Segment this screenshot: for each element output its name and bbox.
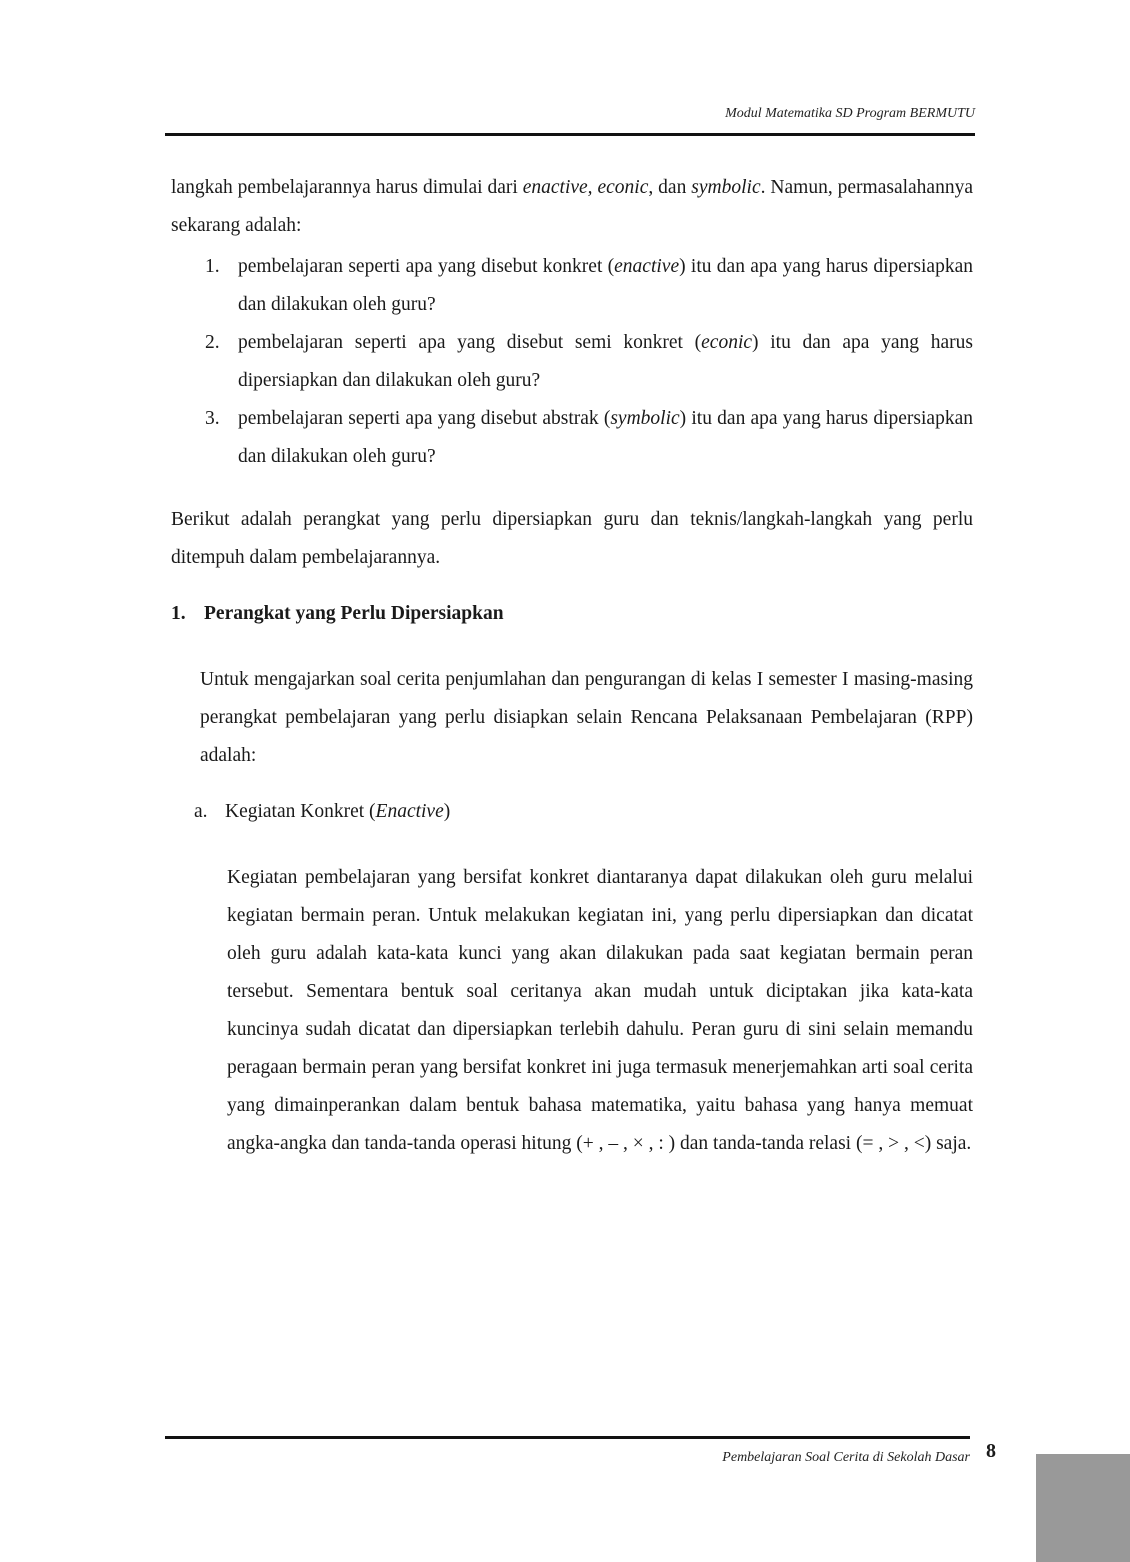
intro-text-1: langkah pembelajarannya harus dimulai dari bbox=[171, 177, 523, 198]
question-text-pre: pembelajaran seperti apa yang disebut konkret ( bbox=[238, 256, 615, 277]
section-intro-paragraph: Untuk mengajarkan soal cerita penjumlahan dan pengurangan di kelas I semester I masing-masing perangkat pembelajaran yang perlu disiapkan selain Rencana Pelaksanaan Pembelajaran (RPP) adalah: bbox=[200, 669, 973, 766]
subsection-title-term: Enactive bbox=[375, 801, 444, 822]
section-heading bbox=[171, 603, 504, 625]
subsection-title-pre: Kegiatan Konkret ( bbox=[225, 801, 376, 822]
section-number: 1. bbox=[171, 603, 186, 624]
subsection-number: a. bbox=[194, 801, 208, 822]
question-item-1 bbox=[205, 248, 973, 324]
question-term: enactive bbox=[614, 256, 680, 277]
question-number: 1. bbox=[205, 256, 220, 277]
subsection-heading bbox=[194, 801, 450, 823]
question-text-post: ) itu dan apa yang harus dipersiapkan dan dilakukan oleh guru? bbox=[238, 332, 974, 391]
question-text-post: ) itu dan apa yang harus dipersiapkan dan dilakukan oleh guru? bbox=[238, 408, 973, 467]
question-text-pre: pembelajaran seperti apa yang disebut semi konkret ( bbox=[238, 332, 702, 353]
intro-paragraph bbox=[171, 169, 973, 245]
intro-text-3: . Namun, permasalahannya sekarang adalah: bbox=[171, 177, 973, 236]
subsection-title-post: ) bbox=[443, 801, 451, 822]
intro-emphasis-1: enactive, econic bbox=[522, 177, 649, 198]
question-text bbox=[238, 248, 973, 324]
header-rule bbox=[165, 133, 975, 136]
question-number: 2. bbox=[205, 332, 220, 353]
subsection-body-paragraph: Kegiatan pembelajaran yang bersifat konkret diantaranya dapat dilakukan oleh guru melalui kegiatan bermain peran. Untuk melakukan kegiatan ini, yang perlu dipersiapkan dan dicatat oleh guru adalah kata-kata kunci yang akan dilakukan pada saat kegiatan bermain peran tersebut. Sementara bentuk soal ceritanya akan mudah untuk diciptakan jika kata-kata kuncinya sudah dicatat dan dipersiapkan terlebih dahulu. Peran guru di sini selain memandu peragaan bermain peran yang bersifat konkret ini juga termasuk menerjemahkan arti soal cerita yang dimainperankan dalam bentuk bahasa matematika, yaitu bahasa yang hanya memuat angka-angka dan tanda-tanda operasi hitung (+ , – , × , : ) dan tanda-tanda relasi (= , > , <) saja. bbox=[227, 867, 973, 1154]
intro-emphasis-2: symbolic bbox=[691, 177, 761, 198]
question-number: 3. bbox=[205, 408, 220, 429]
question-term: symbolic bbox=[610, 408, 680, 429]
question-term: econic bbox=[701, 332, 753, 353]
intro-text-2: , dan bbox=[648, 177, 692, 198]
running-footer: Pembelajaran Soal Cerita di Sekolah Dasar bbox=[722, 1450, 970, 1465]
question-text-pre: pembelajaran seperti apa yang disebut abstrak ( bbox=[238, 408, 611, 429]
question-text bbox=[238, 400, 973, 476]
followup-paragraph: Berikut adalah perangkat yang perlu dipersiapkan guru dan teknis/langkah-langkah yang perlu ditempuh dalam pembelajarannya. bbox=[171, 509, 973, 568]
question-text-post: ) itu dan apa yang harus dipersiapkan dan dilakukan oleh guru? bbox=[238, 256, 973, 315]
question-item-3 bbox=[205, 400, 973, 476]
running-header: Modul Matematika SD Program BERMUTU bbox=[725, 106, 975, 121]
page-number: 8 bbox=[986, 1440, 996, 1462]
section-title: Perangkat yang Perlu Dipersiapkan bbox=[204, 603, 504, 624]
question-text bbox=[238, 324, 973, 400]
question-item-2 bbox=[205, 324, 973, 400]
footer-rule bbox=[165, 1436, 970, 1439]
page-edge-tab bbox=[1036, 1454, 1130, 1562]
